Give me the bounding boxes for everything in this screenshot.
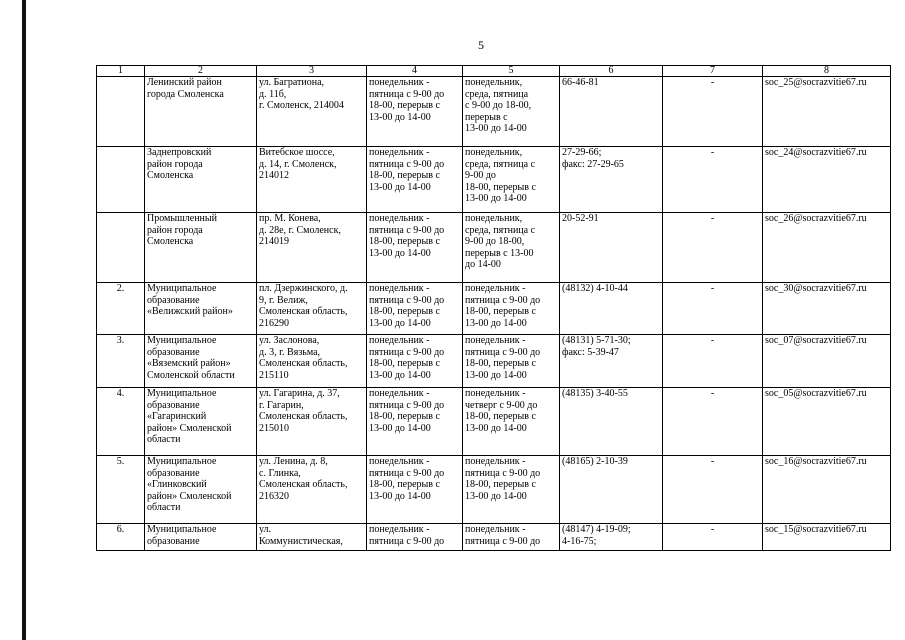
- reception-hours-line: среда, пятница: [465, 88, 529, 100]
- row-number: 2.: [116, 283, 125, 294]
- municipality-name-cell: [145, 456, 257, 524]
- email[interactable]: soc_16@socrazvitie67.ru: [765, 456, 867, 467]
- column-header: 6: [560, 66, 663, 77]
- municipality-name-cell: [145, 77, 257, 147]
- reception-hours-line: понедельник -: [465, 524, 526, 535]
- reception-hours-line: 9-00 до 18-00,: [465, 236, 525, 247]
- table-row: [97, 213, 891, 283]
- row-number: 4.: [116, 388, 125, 399]
- address-line: 214019: [259, 236, 289, 247]
- header-row: [97, 66, 891, 77]
- working-hours-line: понедельник -: [369, 77, 430, 88]
- table-row: [97, 335, 891, 388]
- email[interactable]: soc_24@socrazvitie67.ru: [765, 147, 867, 158]
- working-hours-cell: [367, 147, 463, 213]
- table-row: [97, 456, 891, 524]
- municipality-name-cell: [145, 213, 257, 283]
- working-hours-line: 13-00 до 14-00: [369, 247, 431, 259]
- municipality-name-line: Смоленской области: [147, 369, 235, 381]
- column-7-value-cell: [663, 77, 763, 147]
- column-7-value-cell: [663, 147, 763, 213]
- phone-cell: [560, 147, 663, 213]
- municipality-name-line: «Вяземский район»: [147, 358, 231, 369]
- working-hours-line: 18-00, перерыв с: [369, 100, 440, 111]
- municipality-name-line: Заднепровский: [147, 147, 212, 158]
- working-hours-line: понедельник -: [369, 213, 430, 224]
- email-cell: [763, 77, 891, 147]
- column-7-value-cell: [663, 335, 763, 388]
- municipality-name-line: Промышленный: [147, 213, 217, 224]
- phone-line: (48131) 5-71-30;: [562, 335, 631, 346]
- working-hours-line: 13-00 до 14-00: [369, 111, 431, 123]
- municipality-name-line: Смоленска: [147, 236, 194, 247]
- email-cell: [763, 388, 891, 456]
- address-line: Коммунистическая,: [259, 535, 343, 547]
- working-hours-line: 18-00, перерыв с: [369, 236, 440, 247]
- working-hours-line: понедельник -: [369, 283, 430, 294]
- working-hours-cell: [367, 77, 463, 147]
- municipality-name-cell: [145, 388, 257, 456]
- reception-hours-line: 13-00 до 14-00: [465, 490, 527, 502]
- address-line: 9, г. Велиж,: [259, 294, 308, 306]
- phone-cell: [560, 335, 663, 388]
- email[interactable]: soc_05@socrazvitie67.ru: [765, 388, 867, 399]
- municipality-name-line: образование: [147, 535, 200, 547]
- reception-hours-line: четверг с 9-00 до: [465, 399, 538, 411]
- table-row: [97, 524, 891, 551]
- municipality-name-line: Муниципальное: [147, 524, 217, 535]
- reception-hours-line: понедельник,: [465, 147, 523, 158]
- left-margin-bar: [22, 0, 26, 640]
- phone-line: (48132) 4-10-44: [562, 283, 628, 294]
- email[interactable]: soc_26@socrazvitie67.ru: [765, 213, 867, 224]
- column-7-value-cell: [663, 283, 763, 335]
- reception-hours-line: пятница с 9-00 до: [465, 294, 541, 306]
- municipality-name-line: города Смоленска: [147, 88, 224, 100]
- municipality-name-cell: [145, 147, 257, 213]
- reception-hours-line: 18-00, перерыв с: [465, 358, 536, 369]
- address-cell: [257, 77, 367, 147]
- working-hours-line: пятница с 9-00 до: [369, 294, 445, 306]
- phone-cell: [560, 456, 663, 524]
- email-cell: [763, 147, 891, 213]
- row-number: 6.: [116, 524, 125, 535]
- row-number-cell: [97, 388, 145, 456]
- row-number-cell: [97, 77, 145, 147]
- column-header: 5: [463, 66, 560, 77]
- phone-line: факс: 5-39-47: [562, 346, 619, 358]
- municipality-name-line: Муниципальное: [147, 388, 217, 399]
- table-row: [97, 388, 891, 456]
- address-line: ул. Заслонова,: [259, 335, 320, 346]
- reception-hours-line: 9-00 до: [465, 170, 496, 181]
- working-hours-line: пятница с 9-00 до: [369, 535, 445, 547]
- column-7-value-cell: [663, 388, 763, 456]
- phone-line: 4-16-75;: [562, 535, 597, 547]
- phone-line: факс: 27-29-65: [562, 158, 624, 170]
- email[interactable]: soc_07@socrazvitie67.ru: [765, 335, 867, 346]
- municipality-name-line: «Гагаринский: [147, 411, 207, 422]
- column-7-value-cell: [663, 213, 763, 283]
- address-line: г. Смоленск, 214004: [259, 100, 344, 111]
- row-number-cell: [97, 335, 145, 388]
- page-number: 5: [478, 38, 484, 52]
- reception-hours-cell: [463, 147, 560, 213]
- address-cell: [257, 388, 367, 456]
- working-hours-line: 13-00 до 14-00: [369, 181, 431, 193]
- phone-cell: [560, 388, 663, 456]
- address-cell: [257, 283, 367, 335]
- working-hours-line: понедельник -: [369, 147, 430, 158]
- address-line: 214012: [259, 170, 289, 181]
- reception-hours-line: 13-00 до 14-00: [465, 369, 527, 381]
- column-7-value: -: [710, 77, 715, 88]
- working-hours-line: 13-00 до 14-00: [369, 422, 431, 434]
- address-line: 216290: [259, 317, 289, 329]
- email-cell: [763, 335, 891, 388]
- email-cell: [763, 524, 891, 551]
- municipality-name-cell: [145, 283, 257, 335]
- phone-cell: [560, 213, 663, 283]
- reception-hours-line: пятница с 9-00 до: [465, 535, 541, 547]
- address-line: Витебское шоссе,: [259, 147, 335, 158]
- phone-line: (48147) 4-19-09;: [562, 524, 631, 535]
- row-number-cell: [97, 283, 145, 335]
- reception-hours-line: 13-00 до 14-00: [465, 193, 527, 204]
- working-hours-line: понедельник -: [369, 388, 430, 399]
- address-line: Смоленская область,: [259, 479, 348, 490]
- working-hours-cell: [367, 283, 463, 335]
- municipality-name-line: район» Смоленской: [147, 422, 232, 434]
- working-hours-cell: [367, 456, 463, 524]
- municipality-name-line: Ленинский район: [147, 77, 222, 88]
- email-cell: [763, 213, 891, 283]
- address-cell: [257, 213, 367, 283]
- table-row: [97, 147, 891, 213]
- email[interactable]: soc_30@socrazvitie67.ru: [765, 283, 867, 294]
- working-hours-line: понедельник -: [369, 456, 430, 467]
- working-hours-line: 18-00, перерыв с: [369, 358, 440, 369]
- reception-hours-cell: [463, 335, 560, 388]
- reception-hours-line: 18-00, перерыв с: [465, 181, 536, 193]
- phone-cell: [560, 524, 663, 551]
- reception-hours-cell: [463, 283, 560, 335]
- table-row: [97, 77, 891, 147]
- working-hours-line: понедельник -: [369, 524, 430, 535]
- phone-cell: [560, 77, 663, 147]
- reception-hours-line: понедельник -: [465, 388, 526, 399]
- row-number-cell: [97, 213, 145, 283]
- column-7-value: -: [710, 147, 715, 158]
- municipality-name-line: области: [147, 502, 181, 513]
- address-cell: [257, 335, 367, 388]
- phone-line: 66-46-81: [562, 77, 599, 88]
- reception-hours-line: с 9-00 до 18-00,: [465, 100, 532, 111]
- working-hours-line: 18-00, перерыв с: [369, 170, 440, 181]
- row-number: 3.: [116, 335, 125, 346]
- phone-line: 20-52-91: [562, 213, 599, 224]
- reception-hours-cell: [463, 213, 560, 283]
- column-7-value: -: [710, 335, 715, 346]
- reception-hours-line: перерыв с: [465, 111, 508, 123]
- email-cell: [763, 456, 891, 524]
- municipality-name-line: «Велижский район»: [147, 306, 233, 317]
- address-line: ул.: [259, 524, 272, 535]
- column-header: 2: [145, 66, 257, 77]
- address-line: 216320: [259, 490, 289, 502]
- email[interactable]: soc_15@socrazvitie67.ru: [765, 524, 867, 535]
- municipality-name-cell: [145, 524, 257, 551]
- row-number: 5.: [116, 456, 125, 467]
- working-hours-cell: [367, 213, 463, 283]
- address-line: ул. Багратиона,: [259, 77, 325, 88]
- working-hours-line: пятница с 9-00 до: [369, 158, 445, 170]
- address-cell: [257, 456, 367, 524]
- column-7-value: -: [710, 524, 715, 535]
- column-header: 8: [763, 66, 891, 77]
- working-hours-line: 13-00 до 14-00: [369, 490, 431, 502]
- municipality-name-line: Муниципальное: [147, 335, 217, 346]
- email-cell: [763, 283, 891, 335]
- reception-hours-cell: [463, 388, 560, 456]
- reception-hours-line: 18-00, перерыв с: [465, 306, 536, 317]
- column-header: 7: [663, 66, 763, 77]
- column-7-value: -: [710, 388, 715, 399]
- address-line: 215110: [259, 369, 289, 381]
- reception-hours-line: понедельник,: [465, 213, 523, 224]
- working-hours-line: понедельник -: [369, 335, 430, 346]
- working-hours-cell: [367, 335, 463, 388]
- working-hours-line: 13-00 до 14-00: [369, 369, 431, 381]
- reception-hours-line: перерыв с 13-00: [465, 247, 534, 259]
- address-line: Смоленская область,: [259, 411, 348, 422]
- working-hours-line: пятница с 9-00 до: [369, 224, 445, 236]
- reception-hours-cell: [463, 77, 560, 147]
- reception-hours-line: среда, пятница с: [465, 224, 536, 236]
- agencies-table: [96, 65, 891, 551]
- address-line: д. 3, г. Вязьма,: [259, 346, 321, 358]
- column-7-value: -: [710, 213, 715, 224]
- column-header: 4: [367, 66, 463, 77]
- address-line: д. 14, г. Смоленск,: [259, 158, 337, 170]
- municipality-name-line: «Глинковский: [147, 479, 207, 490]
- address-line: д. 28е, г. Смоленск,: [259, 224, 341, 236]
- address-line: пл. Дзержинского, д.: [259, 283, 348, 294]
- reception-hours-cell: [463, 524, 560, 551]
- municipality-name-line: район города: [147, 158, 203, 170]
- working-hours-line: 18-00, перерыв с: [369, 479, 440, 490]
- municipality-name-line: район города: [147, 224, 203, 236]
- working-hours-line: 18-00, перерыв с: [369, 411, 440, 422]
- address-line: Смоленская область,: [259, 306, 348, 317]
- municipality-name-line: образование: [147, 467, 200, 479]
- municipality-name-line: образование: [147, 294, 200, 306]
- address-line: Смоленская область,: [259, 358, 348, 369]
- row-number-cell: [97, 147, 145, 213]
- working-hours-line: пятница с 9-00 до: [369, 399, 445, 411]
- working-hours-line: 18-00, перерыв с: [369, 306, 440, 317]
- address-line: пр. М. Конева,: [259, 213, 321, 224]
- address-line: г. Гагарин,: [259, 399, 304, 411]
- reception-hours-line: понедельник -: [465, 456, 526, 467]
- address-line: ул. Гагарина, д. 37,: [259, 388, 340, 399]
- address-cell: [257, 524, 367, 551]
- reception-hours-cell: [463, 456, 560, 524]
- municipality-name-line: области: [147, 434, 181, 445]
- reception-hours-line: понедельник,: [465, 77, 523, 88]
- municipality-name-line: Муниципальное: [147, 283, 217, 294]
- municipality-name-line: образование: [147, 346, 200, 358]
- phone-line: (48135) 3-40-55: [562, 388, 628, 399]
- reception-hours-line: 18-00, перерыв с: [465, 479, 536, 490]
- address-line: ул. Ленина, д. 8,: [259, 456, 328, 467]
- email[interactable]: soc_25@socrazvitie67.ru: [765, 77, 867, 88]
- municipality-name-line: район» Смоленской: [147, 490, 232, 502]
- phone-line: (48165) 2-10-39: [562, 456, 628, 467]
- address-cell: [257, 147, 367, 213]
- working-hours-line: пятница с 9-00 до: [369, 88, 445, 100]
- reception-hours-line: 13-00 до 14-00: [465, 317, 527, 329]
- municipality-name-cell: [145, 335, 257, 388]
- row-number-cell: [97, 524, 145, 551]
- phone-line: 27-29-66;: [562, 147, 602, 158]
- reception-hours-line: среда, пятница с: [465, 158, 536, 170]
- column-7-value: -: [710, 283, 715, 294]
- working-hours-line: пятница с 9-00 до: [369, 346, 445, 358]
- column-7-value-cell: [663, 456, 763, 524]
- address-line: 215010: [259, 422, 289, 434]
- reception-hours-line: пятница с 9-00 до: [465, 467, 541, 479]
- table-row: [97, 283, 891, 335]
- reception-hours-line: пятница с 9-00 до: [465, 346, 541, 358]
- reception-hours-line: 18-00, перерыв с: [465, 411, 536, 422]
- row-number-cell: [97, 456, 145, 524]
- working-hours-line: 13-00 до 14-00: [369, 317, 431, 329]
- municipality-name-line: Смоленска: [147, 170, 194, 181]
- municipality-name-line: образование: [147, 399, 200, 411]
- column-7-value: -: [710, 456, 715, 467]
- reception-hours-line: понедельник -: [465, 283, 526, 294]
- column-header: 1: [97, 66, 145, 77]
- working-hours-cell: [367, 524, 463, 551]
- address-line: с. Глинка,: [259, 467, 301, 479]
- reception-hours-line: 13-00 до 14-00: [465, 422, 527, 434]
- working-hours-line: пятница с 9-00 до: [369, 467, 445, 479]
- working-hours-cell: [367, 388, 463, 456]
- reception-hours-line: до 14-00: [465, 259, 501, 270]
- reception-hours-line: понедельник -: [465, 335, 526, 346]
- column-7-value-cell: [663, 524, 763, 551]
- phone-cell: [560, 283, 663, 335]
- address-line: д. 11б,: [259, 88, 287, 100]
- column-header: 3: [257, 66, 367, 77]
- reception-hours-line: 13-00 до 14-00: [465, 123, 527, 134]
- municipality-name-line: Муниципальное: [147, 456, 217, 467]
